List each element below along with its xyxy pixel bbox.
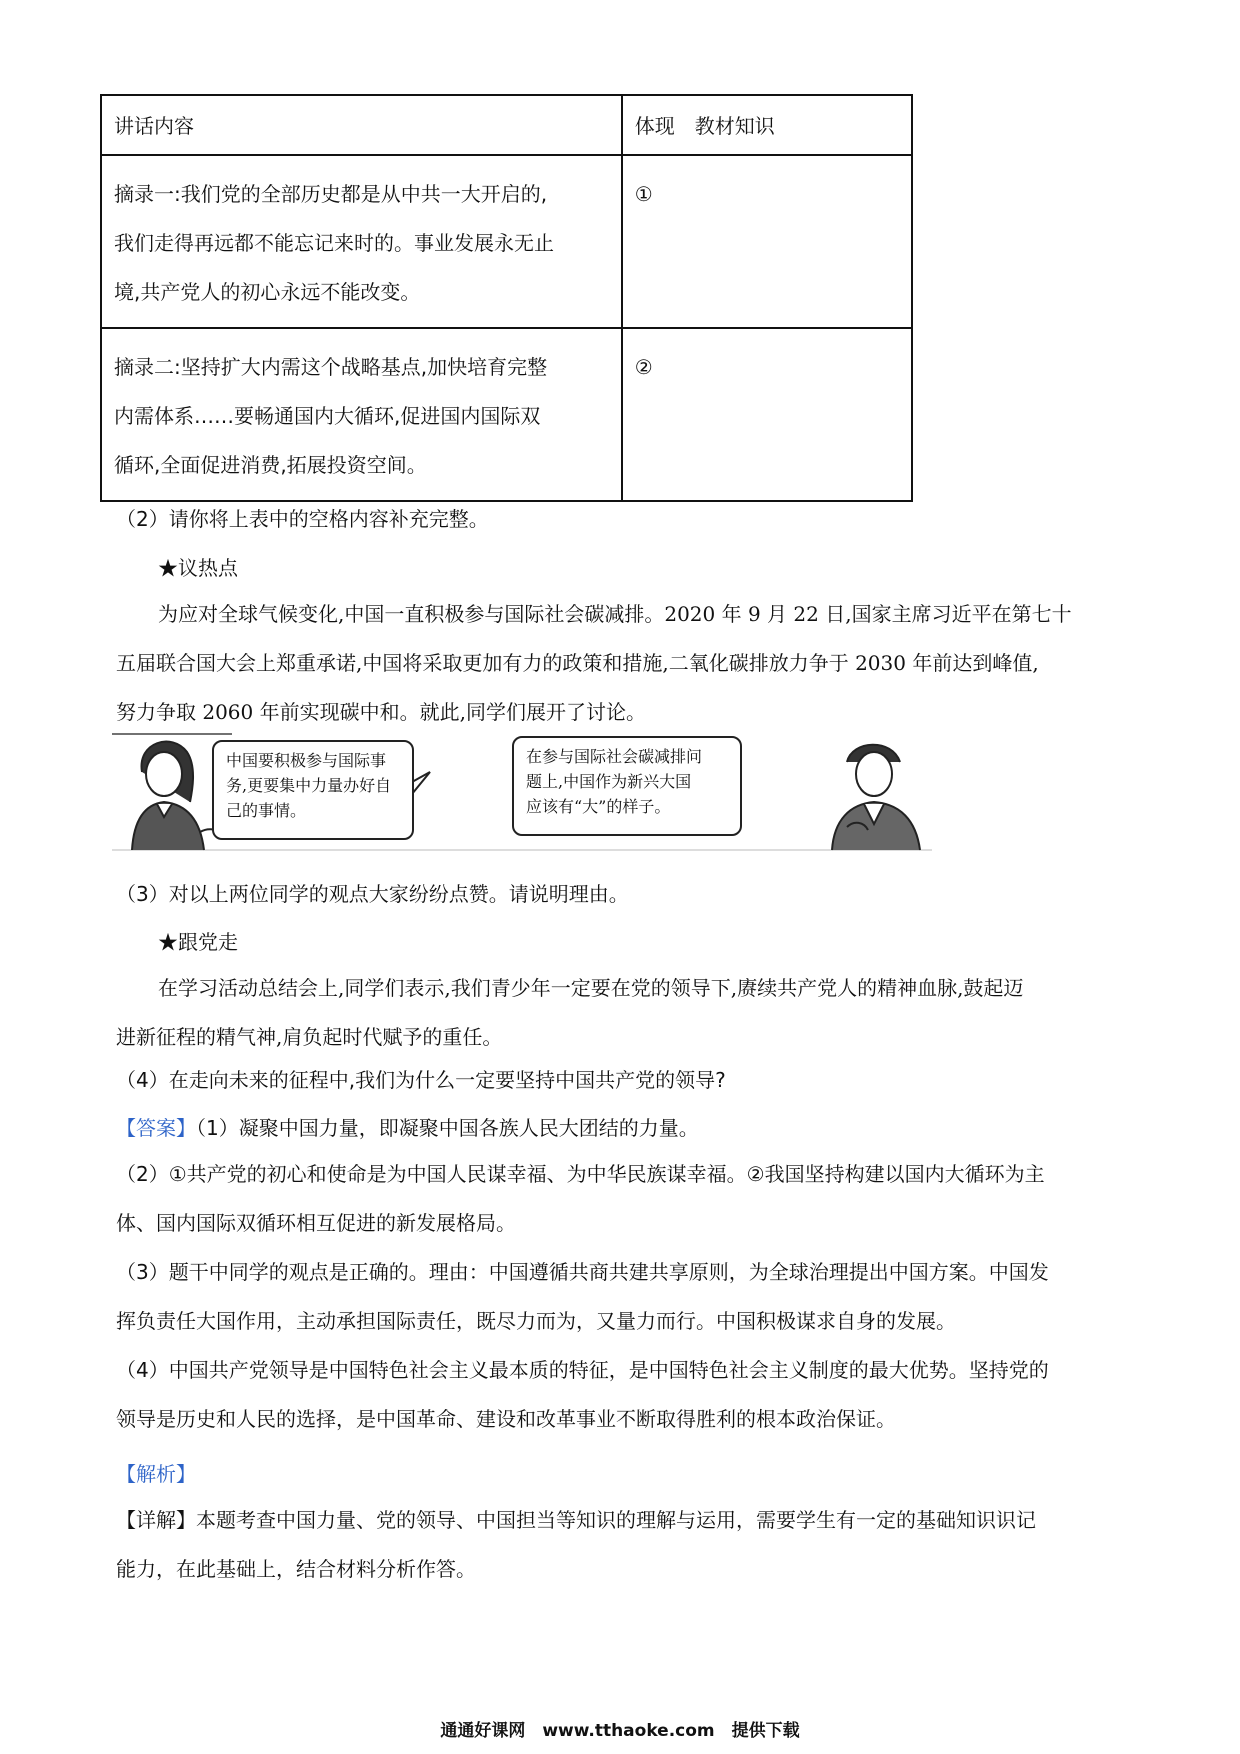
analysis-tag: 【解析】 — [116, 1462, 196, 1486]
blank-cell: ① — [622, 155, 912, 328]
discussion-illustration — [112, 732, 932, 852]
boy-figure — [832, 745, 920, 850]
girl-figure — [132, 742, 220, 850]
answer-line: （2）①共产党的初心和使命是为中国人民谋幸福、为中华民族谋幸福。②我国坚持构建以国内大循环为主 — [116, 1162, 1045, 1186]
party-paragraph — [116, 964, 1132, 1062]
answer-2 — [116, 1150, 1132, 1248]
paragraph-line: 进新征程的精气神,肩负起时代赋予的重任。 — [116, 1025, 503, 1049]
table-header-knowledge: 体现 教材知识 — [622, 95, 912, 155]
excerpt-cell — [101, 328, 622, 501]
paragraph-line: 五届联合国大会上郑重承诺,中国将采取更加有力的政策和措施,二氧化碳排放力争于 2030 年前达到峰值, — [116, 651, 1039, 675]
answer-4 — [116, 1346, 1132, 1444]
section-hot-title: ★议热点 — [158, 556, 238, 580]
answer-3 — [116, 1248, 1132, 1346]
detail-paragraph — [116, 1496, 1132, 1594]
excerpt-cell — [101, 155, 622, 328]
answer-line: （3）题干中同学的观点是正确的。理由：中国遵循共商共建共享原则，为全球治理提出中国方案。中国发 — [116, 1260, 1049, 1284]
bubble-line: 务,更要集中力量办好自 — [226, 776, 392, 795]
excerpt-line: 我们走得再远都不能忘记来时的。事业发展永无止 — [114, 231, 554, 255]
footer-credit: 通通好课网 www.tthaoke.com 提供下载 — [440, 1721, 800, 1741]
answer-1 — [116, 1112, 1132, 1141]
excerpt-line: 境,共产党人的初心永远不能改变。 — [114, 280, 421, 304]
bubble-line: 题上,中国作为新兴大国 — [526, 772, 692, 791]
question-3: （3）对以上两位同学的观点大家纷纷点赞。请说明理由。 — [116, 882, 629, 906]
excerpt-line: 摘录二:坚持扩大内需这个战略基点,加快培育完整 — [114, 355, 548, 379]
question-2: （2）请你将上表中的空格内容补充完整。 — [116, 507, 489, 531]
paragraph-line: 努力争取 2060 年前实现碳中和。就此,同学们展开了讨论。 — [116, 700, 646, 724]
speech-bubble-left — [212, 740, 414, 840]
answer-1-text: （1）凝聚中国力量，即凝聚中国各族人民大团结的力量。 — [196, 1116, 699, 1140]
excerpt-line: 循环,全面促进消费,拓展投资空间。 — [114, 453, 427, 477]
answer-line: 挥负责任大国作用，主动承担国际责任，既尽力而为，又量力而行。中国积极谋求自身的发展。 — [116, 1309, 956, 1333]
answer-line: 领导是历史和人民的选择，是中国革命、建设和改革事业不断取得胜利的根本政治保证。 — [116, 1407, 896, 1431]
speech-table — [100, 94, 913, 502]
table-row — [101, 328, 912, 501]
excerpt-line: 摘录一:我们党的全部历史都是从中共一大开启的, — [114, 182, 548, 206]
paragraph-line: 为应对全球气候变化,中国一直积极参与国际社会碳减排。2020 年 9 月 22 日,国家主席习近平在第七十 — [158, 602, 1072, 626]
hot-paragraph — [116, 590, 1132, 737]
answer-line: 体、国内国际双循环相互促进的新发展格局。 — [116, 1211, 516, 1235]
blank-cell: ② — [622, 328, 912, 501]
answer-tag: 【答案】 — [116, 1116, 196, 1140]
bubble-line: 应该有“大”的样子。 — [526, 797, 671, 816]
detail-text: 本题考查中国力量、党的领导、中国担当等知识的理解与运用，需要学生有一定的基础知识识记 — [196, 1508, 1036, 1532]
detail-line — [116, 1496, 1132, 1545]
table-row — [101, 155, 912, 328]
question-4: （4）在走向未来的征程中,我们为什么一定要坚持中国共产党的领导? — [116, 1068, 726, 1092]
section-party-title: ★跟党走 — [158, 930, 238, 954]
bubble-line: 在参与国际社会碳减排问 — [526, 747, 703, 766]
bubble-line: 己的事情。 — [226, 801, 307, 820]
paragraph-line: 在学习活动总结会上,同学们表示,我们青少年一定要在党的领导下,赓续共产党人的精神血脉,鼓起迈 — [158, 976, 1024, 1000]
bubble-line: 中国要积极参与国际事 — [226, 751, 387, 770]
excerpt-line: 内需体系……要畅通国内大循环,促进国内国际双 — [114, 404, 541, 428]
answer-line: （4）中国共产党领导是中国特色社会主义最本质的特征，是中国特色社会主义制度的最大优势。坚持党的 — [116, 1358, 1049, 1382]
speech-bubble-right — [512, 736, 742, 836]
detail-line: 能力，在此基础上，结合材料分析作答。 — [116, 1557, 476, 1581]
detail-tag: 【详解】 — [116, 1508, 196, 1532]
table-header-content: 讲话内容 — [101, 95, 622, 155]
table-header-row — [101, 95, 912, 155]
